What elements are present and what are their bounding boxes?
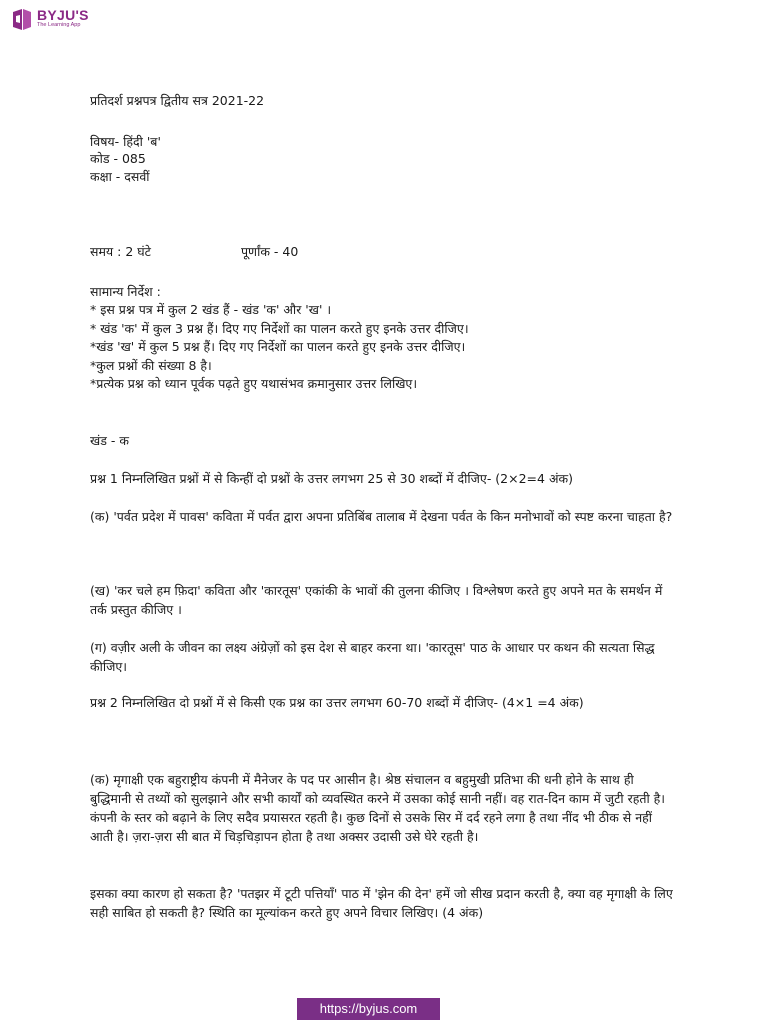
question-2-prompt: प्रश्न 2 निम्नलिखित दो प्रश्नों में से किसी एक प्रश्न का उत्तर लगभग 60-70 शब्दों में दीजिए- (4×1 =4 अंक) (90, 695, 584, 710)
byjus-logo (12, 8, 89, 32)
question-1-part-ga: (ग) वज़ीर अली के जीवन का लक्ष्य अंग्रेज़ों को इस देश से बाहर करना था। 'कारतूस' पाठ के आधार पर कथन की सत्यता सिद्ध कीजिए। (90, 640, 655, 674)
footer-url-banner[interactable]: https://byjus.com (297, 998, 440, 1020)
instruction-item: * खंड 'क' में कुल 3 प्रश्न हैं। दिए गए निर्देशों का पालन करते हुए इनके उत्तर दीजिए। (90, 321, 469, 336)
instruction-item: *प्रत्येक प्रश्न को ध्यान पूर्वक पढ़ते हुए यथासंभव क्रमानुसार उत्तर लिखिए। (90, 376, 418, 391)
code-line: कोड - 085 (90, 151, 146, 166)
brand-tagline: The Learning App (37, 22, 81, 28)
instruction-item: * इस प्रश्न पत्र में कुल 2 खंड हैं - खंड 'क' और 'ख' । (90, 302, 332, 317)
section-a-heading: खंड - क (90, 433, 129, 448)
time-marks-line (90, 243, 298, 260)
brand-name: BYJU'S (37, 7, 89, 23)
paper-title: प्रतिदर्श प्रश्नपत्र द्वितीय सत्र 2021-22 (90, 93, 265, 108)
question-2-part-ka: (क) मृगाक्षी एक बहुराष्ट्रीय कंपनी में मैनेजर के पद पर आसीन है। श्रेष्ठ संचालन व बहुमुखी प्रतिभा की धनी होने के साथ ही बुद्धिमानी से तथ्यों को सुलझाने और सभी कार्यों को व्यवस्थित करने में उसका कोई सानी नहीं। वह रात-दिन काम में जुटी रहती है। कंपनी के स्तर को बढ़ाने के लिए सदैव प्रयासरत रहती है। कुछ दिनों से उसके सिर में दर्द रहने लगा है तथा नींद भी ठीक से नहीं आती है। ज़रा-ज़रा सी बात में चिड़चिड़ापन होता है तथा अक्सर उदासी उसे घेरे रहती है। (90, 772, 666, 844)
question-1-prompt: प्रश्न 1 निम्नलिखित प्रश्नों में से किन्हीं दो प्रश्नों के उत्तर लगभग 25 से 30 शब्दों में दीजिए- (2×2=4 अंक) (90, 471, 573, 486)
byjus-logo-icon (12, 8, 32, 32)
time-text: समय : 2 घंटे (90, 244, 151, 259)
instructions-heading: सामान्य निर्देश : (90, 284, 161, 299)
instruction-item: *कुल प्रश्नों की संख्या 8 है। (90, 358, 212, 373)
question-1-part-kha: (ख) 'कर चले हम फ़िदा' कविता और 'कारतूस' एकांकी के भावों की तुलना कीजिए । विश्लेषण करते हुए अपने मत के समर्थन में तर्क प्रस्तुत कीजिए । (90, 583, 663, 617)
subject-line: विषय- हिंदी 'ब' (90, 134, 161, 149)
question-1-part-ka: (क) 'पर्वत प्रदेश में पावस' कविता में पर्वत द्वारा अपना प्रतिबिंब तालाब में देखना पर्वत के किन मनोभावों को स्पष्ट करना चाहता है? (90, 509, 673, 524)
max-marks-text: पूर्णांक - 40 (240, 244, 299, 259)
question-2-follow-up: इसका क्या कारण हो सकता है? 'पतझर में टूटी पत्तियाँ' पाठ में 'झेन की देन' हमें जो सीख प्रदान करती है, क्या वह मृगाक्षी के लिए सही साबित हो सकती है? स्थिति का मूल्यांकन करते हुए अपने विचार लिखिए। (4 अंक) (90, 886, 673, 920)
class-line: कक्षा - दसवीं (90, 169, 150, 184)
instruction-item: *खंड 'ख' में कुल 5 प्रश्न हैं। दिए गए निर्देशों का पालन करते हुए इनके उत्तर दीजिए। (90, 339, 466, 354)
